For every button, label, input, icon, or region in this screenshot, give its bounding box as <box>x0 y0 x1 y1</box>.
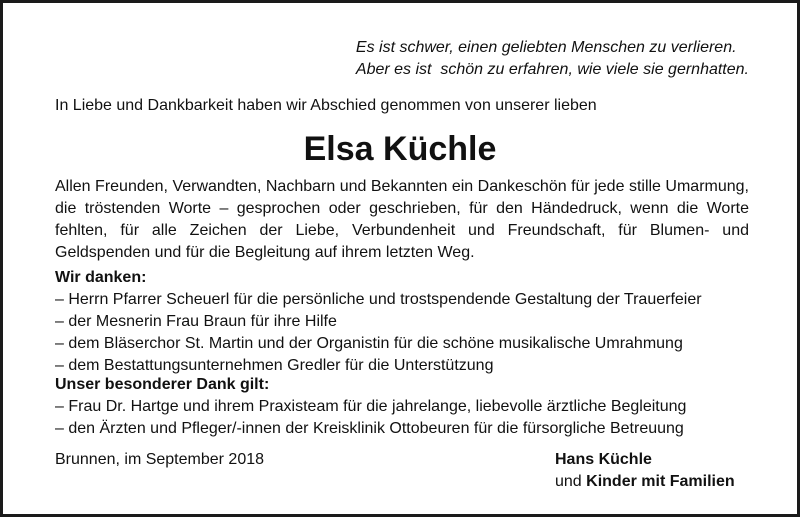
thanks-item: – dem Bläserchor St. Martin und der Organistin für die schöne musikalische Umrahmung <box>55 335 683 352</box>
memorial-quote <box>356 37 749 81</box>
signature-block <box>555 449 735 493</box>
quote-line-1: Es ist schwer, einen geliebten Menschen zu verlieren. <box>355 39 737 56</box>
signature-name: Hans Küchle <box>555 451 652 468</box>
special-thanks-item: – den Ärzten und Pfleger/-innen der Kreisklinik Ottobeuren für die fürsorgliche Betreuung <box>55 420 684 437</box>
special-thanks-section <box>55 374 775 440</box>
thanks-section <box>55 267 775 377</box>
thanks-item: – Herrn Pfarrer Scheuerl für die persönliche und trostspendende Gestaltung der Trauerfeier <box>55 291 702 308</box>
intro-text: In Liebe und Dankbarkeit haben wir Abschied genommen von unserer lieben <box>55 97 597 114</box>
special-thanks-item: – Frau Dr. Hartge und ihrem Praxisteam für die jahrelange, liebevolle ärztliche Begleitung <box>55 398 687 415</box>
quote-line-2: Aber es ist schön zu erfahren, wie viele sie gernhatten. <box>355 61 749 78</box>
thanks-item: – der Mesnerin Frau Braun für ihre Hilfe <box>55 313 337 330</box>
signature-family-bold: Kinder mit Familien <box>586 473 735 490</box>
place-date: Brunnen, im September 2018 <box>55 451 265 468</box>
signature-family <box>555 471 735 493</box>
thanks-heading: Wir danken: <box>55 269 147 286</box>
thanks-item: – dem Bestattungsunternehmen Gredler für die Unterstützung <box>55 357 494 374</box>
thanks-paragraph: Allen Freunden, Verwandten, Nachbarn und Bekannten ein Dankeschön für jede stille Umarmung, die tröstenden Worte – gesprochen oder geschrieben, für den Händedruck, wenn die Worte fehlten, für alle Zeichen der Liebe, Verbundenheit und Freundschaft, für Blumen- und Geldspenden und für die Begleitung auf ihrem letzten Weg. <box>55 178 749 261</box>
special-thanks-heading: Unser besonderer Dank gilt: <box>55 376 270 393</box>
deceased-name: Elsa Küchle <box>303 130 497 168</box>
signature-prefix: und <box>555 473 582 490</box>
